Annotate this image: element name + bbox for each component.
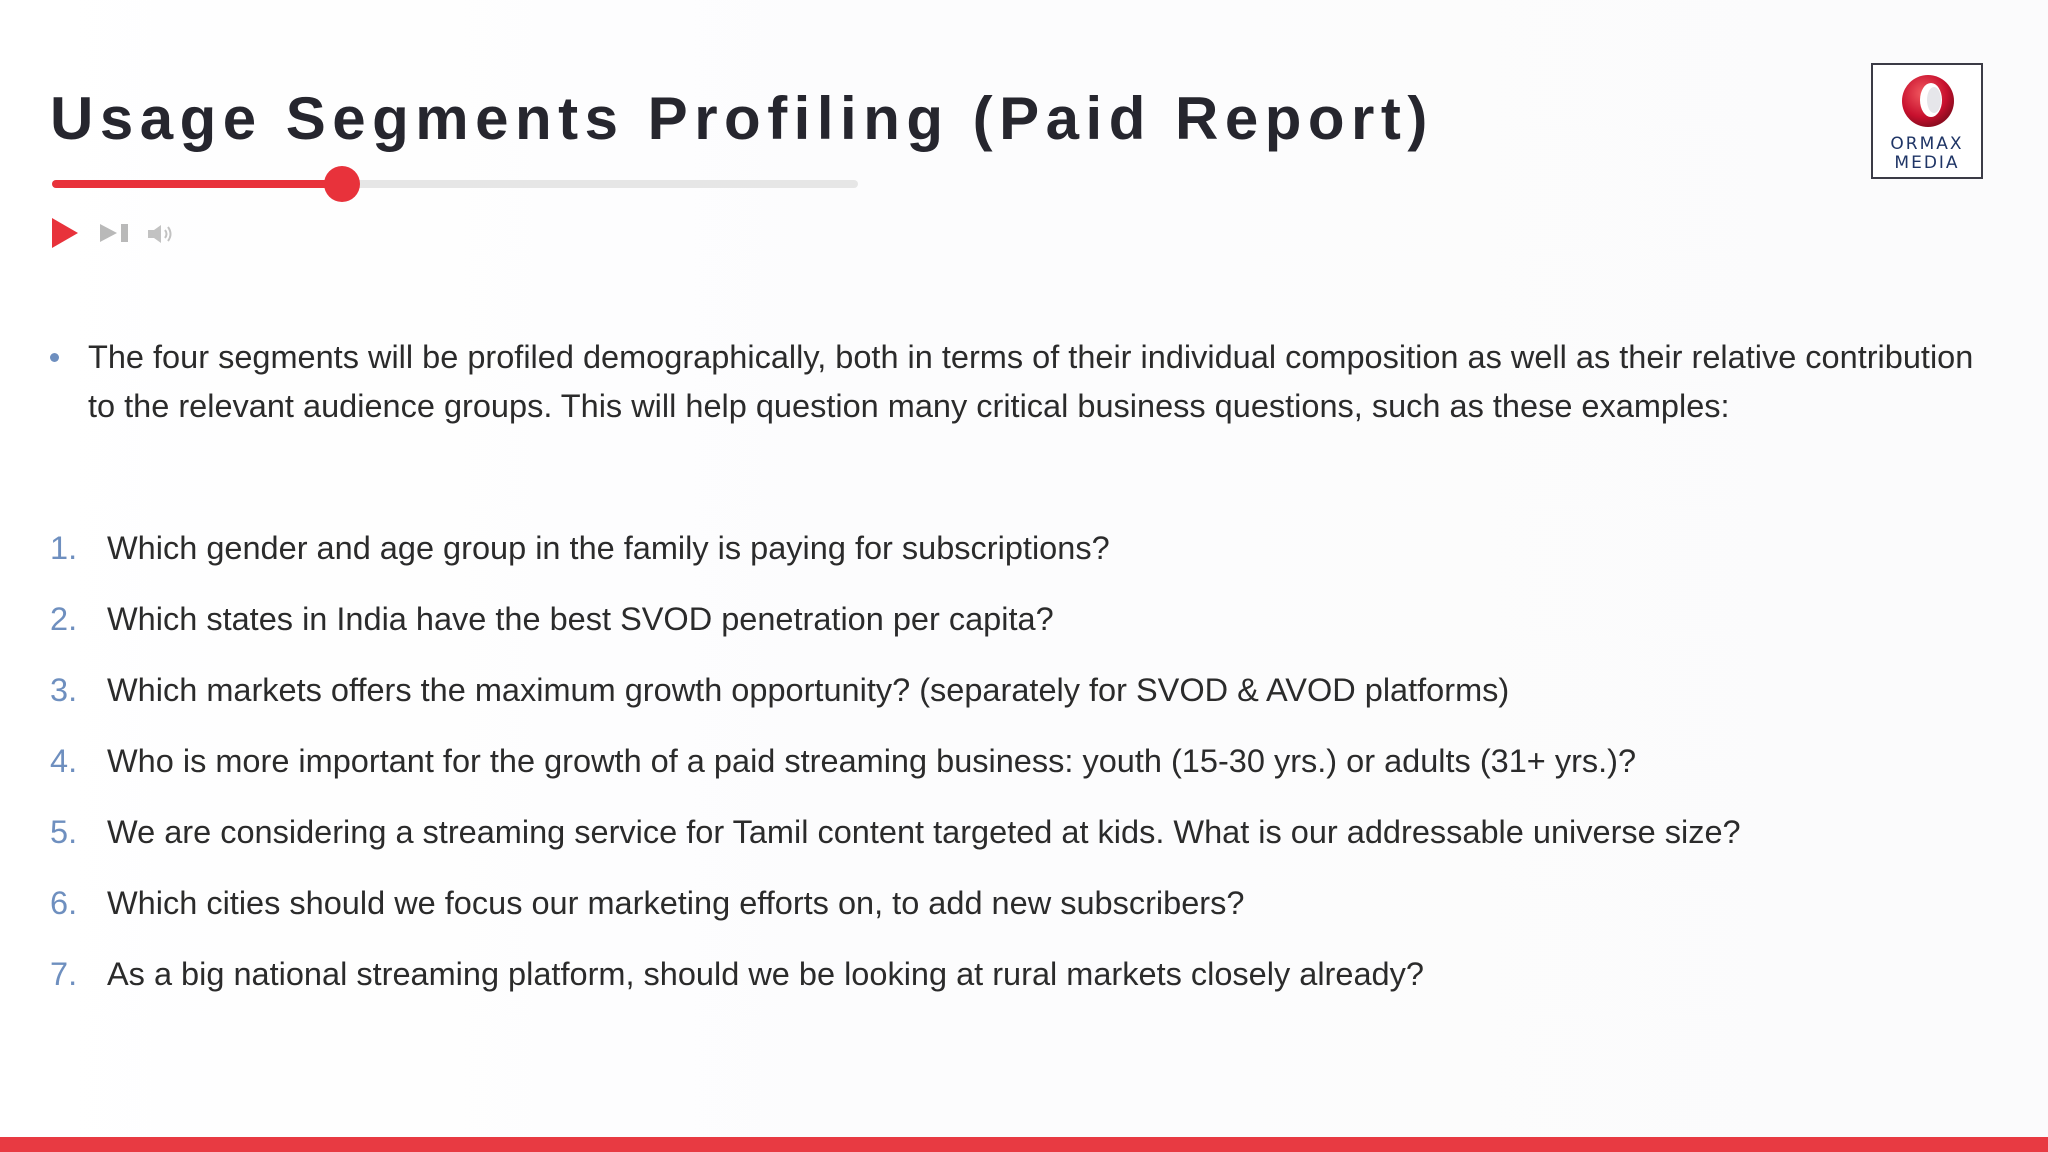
progress-fill [52,180,342,188]
list-item-number: 5. [50,814,78,850]
logo-text [1873,135,1981,173]
skip-next-icon [98,221,132,245]
skip-next-button[interactable] [98,221,132,250]
list-item [50,662,1950,733]
list-item [50,591,1950,662]
intro-text: The four segments will be profiled demographically, both in terms of their individual composition as well as their relative contribution to the relevant audience groups. This will help question many critical business questions, such as these examples: [88,339,1974,424]
list-item-text: We are considering a streaming service for Tamil content targeted at kids. What is our addressable universe size? [107,814,1741,850]
list-item-text: Which states in India have the best SVOD penetration per capita? [107,601,1054,637]
list-item-number: 6. [50,885,78,921]
bottom-accent-bar [0,1137,2048,1152]
list-item-number: 4. [50,743,78,779]
media-progress-bar[interactable] [52,180,858,188]
bullet-dot-icon [50,353,59,362]
list-item-text: Which gender and age group in the family is paying for subscriptions? [107,530,1110,566]
list-item [50,946,1950,1017]
list-item-text: Who is more important for the growth of a paid streaming business: youth (15-30 yrs.) or adults (31+ yrs.)? [107,743,1637,779]
list-item-text: Which cities should we focus our marketing efforts on, to add new subscribers? [107,885,1245,921]
logo-mark-icon [1898,71,1958,131]
list-item-number: 7. [50,956,78,992]
page-title: Usage Segments Profiling (Paid Report) [50,85,1434,152]
logo-line-2: MEDIA [1894,153,1960,173]
company-logo [1871,63,1983,179]
list-item [50,520,1950,591]
list-item [50,733,1950,804]
list-item-number: 1. [50,530,78,566]
question-list [50,520,1950,1017]
list-item-number: 3. [50,672,78,708]
logo-line-1: ORMAX [1890,134,1964,154]
volume-icon [146,222,176,246]
progress-handle[interactable] [324,166,360,202]
list-item [50,875,1950,946]
list-item-text: Which markets offers the maximum growth opportunity? (separately for SVOD & AVOD platforms) [107,672,1510,708]
intro-bullet [50,333,2000,431]
list-item [50,804,1950,875]
list-item-number: 2. [50,601,78,637]
volume-button[interactable] [146,222,176,251]
list-item-text: As a big national streaming platform, should we be looking at rural markets closely already? [107,956,1424,992]
play-button[interactable] [50,216,80,255]
play-icon [50,216,80,250]
